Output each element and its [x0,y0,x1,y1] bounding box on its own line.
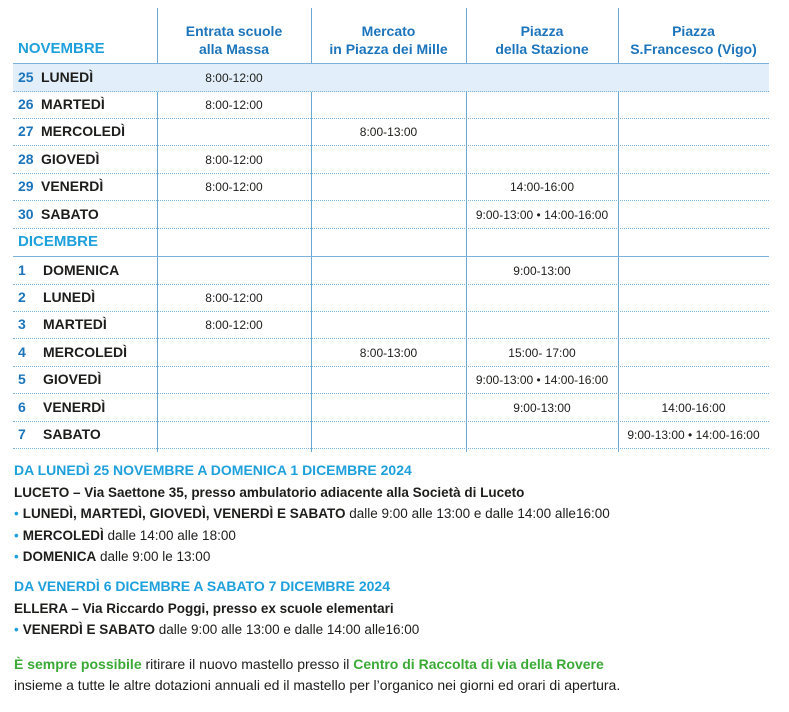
bullet-icon: • [14,506,19,521]
table-row [13,311,769,339]
day-name: GIOVEDÌ [43,371,102,387]
section2-location: ELLERA – Via Riccardo Poggi, presso ex scuole elementari [14,601,394,616]
table-row [13,146,769,174]
day-name: DOMENICA [43,262,120,278]
time-cell: 8:00-12:00 [205,152,263,167]
bullet-hours: dalle 9:00 alle 13:00 e dalle 14:00 alle16:00 [155,622,420,637]
bullet-days: LUNEDÌ, MARTEDÌ, GIOVEDÌ, VENERDÌ E SABATO [22,506,346,521]
day-name: MERCOLEDÌ [41,123,125,139]
time-cell: 9:00-13:00 [513,400,571,415]
time-cell: 8:00-12:00 [205,180,263,194]
day-number: 25 [18,69,34,85]
day-number: 30 [18,205,34,222]
time-cell: 8:00-12:00 [205,318,263,332]
day-number: 29 [18,178,34,194]
note-text: ritirare il nuovo mastello presso il [141,656,354,672]
schedule-table [13,8,769,452]
day-number: 26 [18,95,34,112]
bullet-icon: • [14,549,19,564]
day-number: 1 [18,262,26,278]
bullet-days: MERCOLEDÌ [22,527,104,543]
day-name: GIOVEDÌ [41,150,100,167]
day-name: VENERDÌ [43,398,106,415]
section1-location: LUCETO – Via Saettone 35, presso ambulatorio adiacente alla Società di Luceto [14,485,525,500]
column-header-mercato: Mercato in Piazza dei Mille [329,23,448,57]
table-row [13,91,769,119]
section1-title: DA LUNEDÌ 25 NOVEMBRE A DOMENICA 1 DICEMBRE 2024 [14,462,412,478]
table-row [13,256,769,285]
time-cell: 8:00-13:00 [359,125,418,139]
note-line2: insieme a tutte le altre dotazioni annuali ed il mastello per l’organico nei giorni ed orari di apertura. [14,677,621,693]
table-row [13,366,769,394]
table-row [13,421,769,449]
time-cell: 14:00-16:00 [661,400,726,415]
column-header-stazione: Piazza della Stazione [495,23,589,57]
bullet-days: VENERDÌ E SABATO [22,622,156,637]
time-cell: 14:00-16:00 [509,180,575,194]
bullet-item [14,622,419,637]
time-cell: 9:00-13:00 • 14:00-16:00 [627,428,760,442]
bullet-item [14,528,236,543]
section2-title: DA VENERDÌ 6 DICEMBRE A SABATO 7 DICEMBRE 2024 [14,578,390,594]
day-number: 28 [18,150,34,167]
day-number: 7 [18,426,26,442]
day-number: 6 [18,398,26,415]
bullet-hours: dalle 9:00 alle 13:00 e dalle 14:00 alle16:00 [345,506,610,521]
table-row [13,394,769,422]
table-row [13,63,769,92]
day-number: 27 [18,123,34,139]
time-cell: 8:00-13:00 [359,345,418,360]
day-number: 3 [18,316,26,332]
day-name: MARTEDÌ [41,95,105,112]
time-cell: 9:00-13:00 • 14:00-16:00 [475,373,609,387]
day-name: SABATO [41,205,99,222]
bullet-item [14,549,210,564]
table-row [13,173,769,201]
bullet-days: DOMENICA [22,549,97,564]
day-number: 4 [18,343,26,360]
bullet-item [14,506,610,521]
note-line1 [14,656,604,672]
day-number: 5 [18,371,26,387]
bullet-hours: dalle 9:00 le 13:00 [96,549,211,564]
note-center-name: Centro di Raccolta di via della Rovere [353,656,604,672]
column-header-vigo: Piazza S.Francesco (Vigo) [630,23,757,57]
day-name: LUNEDÌ [41,69,94,85]
time-cell: 15:00- 17:00 [508,345,576,360]
day-name: VENERDÌ [41,178,104,194]
time-cell: 8:00-12:00 [205,71,263,85]
bullet-icon: • [14,622,19,637]
table-row [13,118,769,146]
bullet-icon: • [14,527,19,543]
day-name: SABATO [43,426,101,442]
day-name: MARTEDÌ [43,316,107,332]
month-label-november: NOVEMBRE [18,40,105,57]
time-cell: 8:00-12:00 [205,97,263,112]
note-highlight: È sempre possibile [14,656,142,672]
day-name: MERCOLEDÌ [43,343,127,360]
time-cell: 9:00-13:00 • 14:00-16:00 [475,207,609,222]
month-label-december: DICEMBRE [18,233,99,250]
day-number: 2 [18,288,26,305]
table-row [13,339,769,367]
bullet-hours: dalle 14:00 alle 18:00 [103,527,236,543]
column-header-massa: Entrata scuole alla Massa [185,23,283,57]
day-name: LUNEDÌ [43,288,96,305]
time-cell: 9:00-13:00 [513,264,571,278]
table-row [13,284,769,312]
time-cell: 8:00-12:00 [205,290,263,305]
table-row [13,201,769,229]
